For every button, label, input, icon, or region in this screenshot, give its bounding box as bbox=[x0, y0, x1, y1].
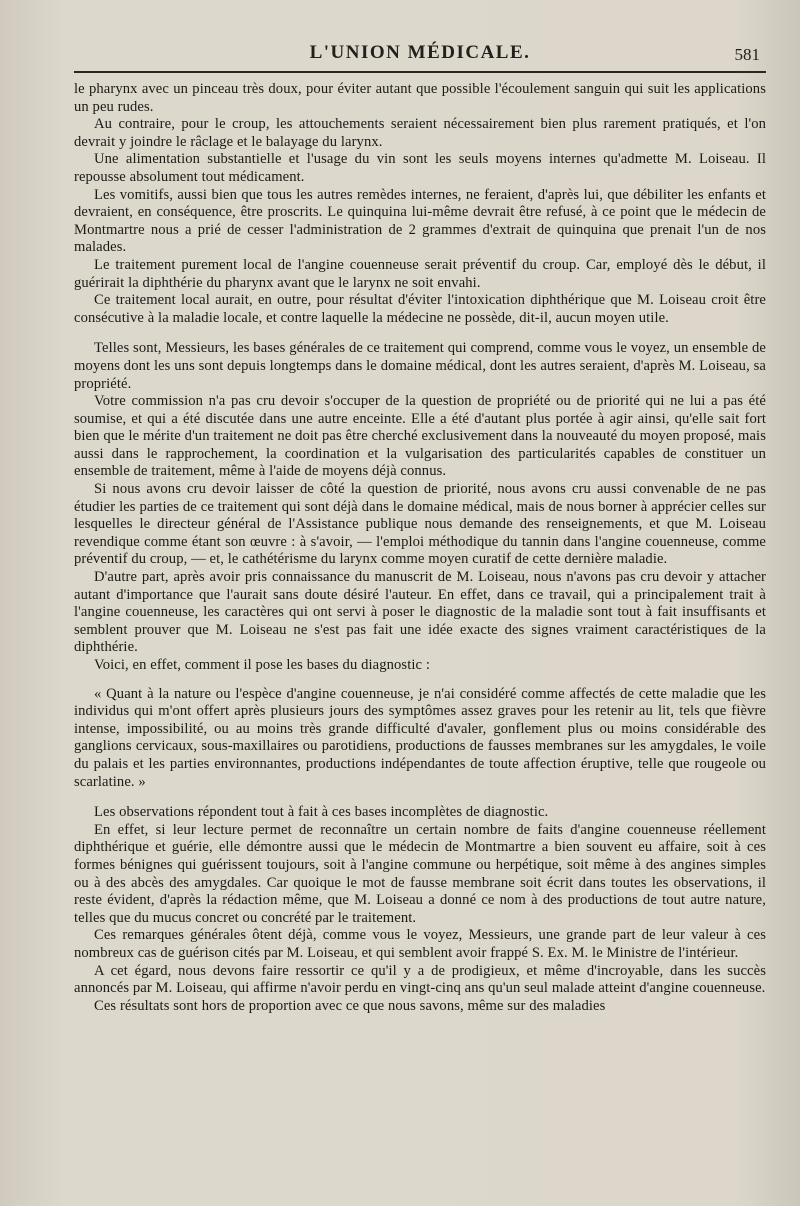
body-text bbox=[74, 72, 766, 1015]
paragraph: Les observations répondent tout à fait à ces bases incomplètes de diagnostic. bbox=[94, 804, 549, 821]
paragraph: Si nous avons cru devoir laisser de côté la question de priorité, nous avons cru aussi convenable de ne pas étudier les parties de ce traitement qui sont déjà dans le domaine médical, mais de nous borner à apprécier celles sur lesquelles le directeur général de l'Assistance publique nous demande des renseignements, et que M. Loiseau revendique comme étant son œuvre : à s'avoir, — l'emploi méthodique du tannin dans l'angine couenneuse, comme préventif du croup, — et, le cathétérisme du larynx comme moyen curatif de cette dernière maladie. bbox=[74, 481, 766, 568]
paragraph: Votre commission n'a pas cru devoir s'occuper de la question de propriété ou de priorité qui ne lui a pas été soumise, et qui a été discutée dans une autre enceinte. Elle a été d'autant plus portée à agir ainsi, qu'elle sait fort bien que le mérite d'un traitement ne doit pas être cherché exclusivement dans la nouveauté du moyen proposé, mais aussi dans le rapprochement, la coordination et la vulgarisation des particularités capables de constituer un ensemble de traitement, même à l'aide de moyens déjà connus. bbox=[74, 393, 766, 480]
paragraph: D'autre part, après avoir pris connaissance du manuscrit de M. Loiseau, nous n'avons pas cru devoir y attacher autant d'importance que l'aurait sans doute désiré l'auteur. En effet, dans ce travail, qui a principalement trait à l'angine couenneuse, les caractères qui ont servi à poser le diagnostic de la maladie sont tout à fait insuffisants et semblent prouver que M. Loiseau ne s'est pas fait une idée exacte des signes vraiment caractéristiques de la diphthérie. bbox=[74, 569, 766, 656]
paragraph: Le traitement purement local de l'angine couenneuse serait préventif du croup. Car, employé dès le début, il guérirait la diphthérie du pharynx avant que le larynx ne soit envahi. bbox=[74, 256, 766, 291]
paragraph: Au contraire, pour le croup, les attouchements seraient nécessairement bien plus rarement pratiqués, et l'on devrait y joindre le râclage et le balayage du larynx. bbox=[74, 116, 766, 150]
paragraph: Ce traitement local aurait, en outre, pour résultat d'éviter l'intoxication diphthérique que M. Loiseau croit être consécutive à la maladie locale, et contre laquelle la médecine ne possède, dit-il, aucun moyen utile. bbox=[74, 292, 766, 326]
paragraph: En effet, si leur lecture permet de reconnaître un certain nombre de faits d'angine couenneuse réellement diphthérique et guérie, elle démontre aussi que le médecin de Montmartre a bien souvent eu affaire, soit à ces formes bénignes qui guérissent toujours, soit à l'angine commune ou herpétique, soit même à des angines simples ou à des abcès des amygdales. Car quoique le mot de fausse membrane soit écrit dans toutes les observations, il reste évident, d'après la rédaction même, que M. Loiseau a donné ce nom à des productions de tout autre nature, telles que du mucus concret ou concrété par le traitement. bbox=[74, 821, 766, 926]
paragraph: A cet égard, nous devons faire ressortir ce qu'il y a de prodigieux, et même d'incroyable, dans les succès annoncés par M. Loiseau, qui affirme n'avoir perdu en vingt-cinq ans qu'un seul malade atteint d'angine couenneuse. bbox=[74, 962, 766, 997]
paragraph: Ces remarques générales ôtent déjà, comme vous le voyez, Messieurs, une grande part de leur valeur à ces nombreux cas de guérison cités par M. Loiseau, et qui semblent avoir frappé S. Ex. M. le Ministre de l'intérieur. bbox=[74, 927, 766, 961]
running-title: L'UNION MÉDICALE. bbox=[309, 42, 531, 63]
paragraph: Telles sont, Messieurs, les bases générales de ce traitement qui comprend, comme vous le voyez, un ensemble de moyens dont les uns sont depuis longtemps dans le domaine médical, dont les autres seraient, d'après M. Loiseau, sa propriété. bbox=[74, 340, 766, 392]
header-rule bbox=[74, 71, 766, 73]
paragraph: Les vomitifs, aussi bien que tous les autres remèdes internes, ne feraient, d'après lui, que débiliter les enfants et devraient, en conséquence, être proscrits. Le quinquina lui-même devrait être refusé, à ce point que le médecin de Montmartre nous a prié de cesser l'administration de 2 grammes d'extrait de quinquina que prenait l'un de nos malades. bbox=[74, 186, 766, 256]
paragraph: Ces résultats sont hors de proportion avec ce que nous savons, même sur des maladies bbox=[94, 997, 606, 1014]
page-header bbox=[74, 0, 766, 72]
paragraph: Une alimentation substantielle et l'usage du vin sont les seuls moyens internes qu'admette M. Loiseau. Il repousse absolument tout médicament. bbox=[74, 151, 766, 185]
paragraph: le pharynx avec un pinceau très doux, pour éviter autant que possible l'écoulement sanguin qui suit les applications un peu rudes. bbox=[74, 81, 766, 115]
page-number: 581 bbox=[734, 45, 760, 64]
paragraph: « Quant à la nature ou l'espèce d'angine couenneuse, je n'ai considéré comme affectés de cette maladie que les individus qui m'ont offert après plusieurs jours des symptômes assez graves pour les retenir au lit, tels que fièvre intense, impossibilité, ou au moins très grande difficulté d'avaler, gonflement plus ou moins considérable des ganglions cervicaux, sous-maxillaires ou parotidiens, productions de fausses membranes sur les amygdales, le voile du palais et les parties environnantes, productions indépendantes de toute affection éruptive, telle que rougeole ou scarlatine. » bbox=[74, 685, 766, 790]
paragraph: Voici, en effet, comment il pose les bases du diagnostic : bbox=[94, 657, 430, 673]
